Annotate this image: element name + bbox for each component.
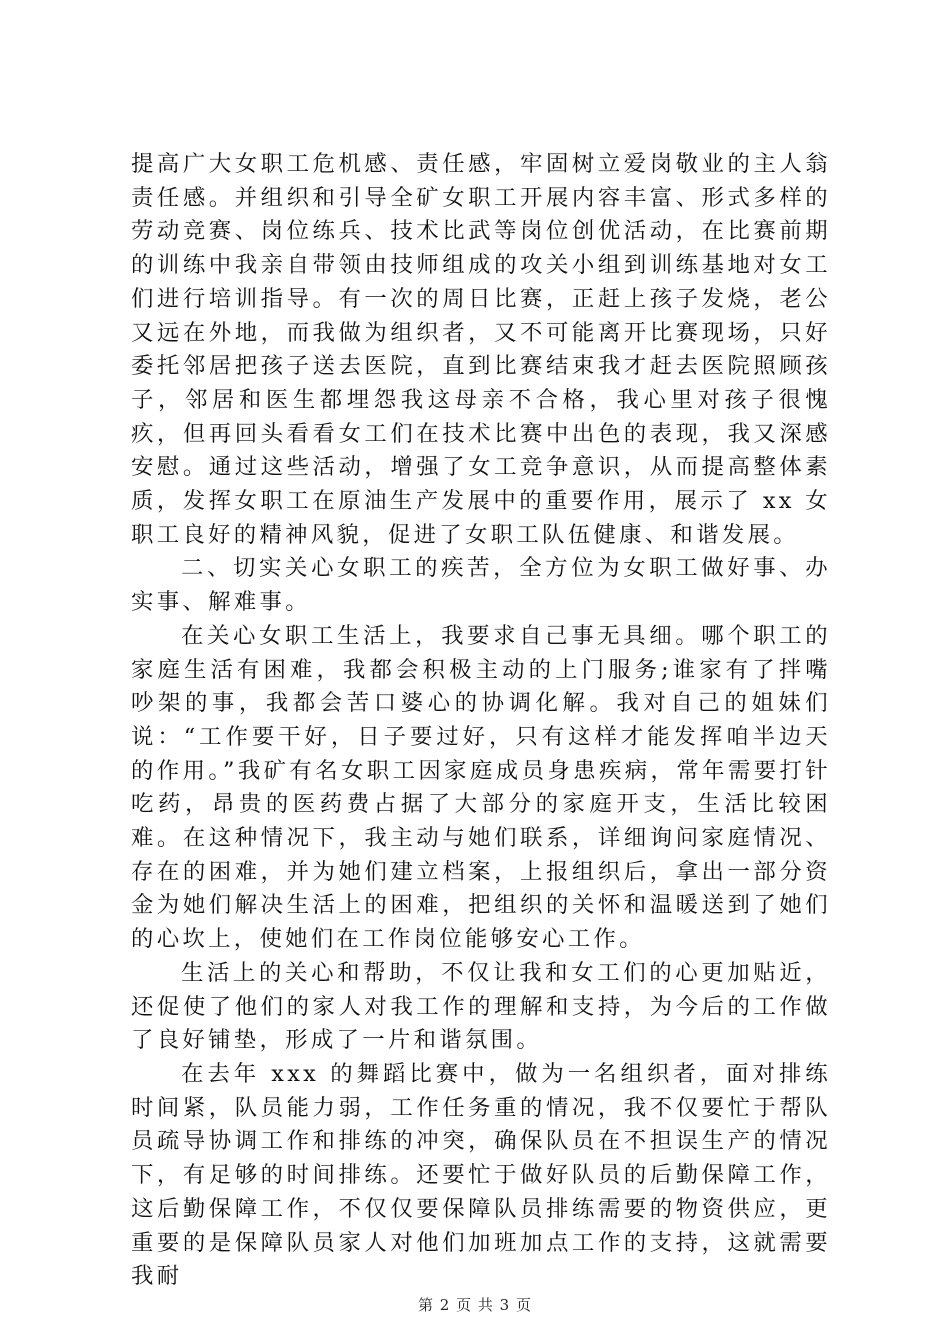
paragraph-4: 生活上的关心和帮助，不仅让我和女工们的心更加贴近，还促使了他们的家人对我工作的理解和支持，为今后的工作做了良好铺垫，形成了一片和谐氛围。 (131, 959, 831, 1054)
paragraph-5: 在去年 xxx 的舞蹈比赛中，做为一名组织者，面对排练时间紧，队员能力弱，工作任务重的情况，我不仅要忙于帮队员疏导协调工作和排练的冲突，确保队员在不担误生产的情况下，有足够的时间排练。还要忙于做好队员的后勤保障工作，这后勤保障工作，不仅仅要保障队员排练需要的物资供应，更重要的是保障队员家人对他们加班加点工作的支持，这就需要我耐 (131, 1060, 831, 1290)
document-body (131, 148, 831, 1294)
paragraph-1: 提高广大女职工危机感、责任感，牢固树立爱岗敬业的主人翁责任感。并组织和引导全矿女职工开展内容丰富、形式多样的劳动竞赛、岗位练兵、技术比武等岗位创优活动，在比赛前期的训练中我亲自带领由技师组成的攻关小组到训练基地对女工们进行培训指导。有一次的周日比赛，正赶上孩子发烧，老公又远在外地，而我做为组织者，又不可能离开比赛现场，只好委托邻居把孩子送去医院，直到比赛结束我才赶去医院照顾孩子，邻居和医生都埋怨我这母亲不合格，我心里对孩子很愧疚，但再回头看看女工们在技术比赛中出色的表现，我又深感安慰。通过这些活动，增强了女工竞争意识，从而提高整体素质，发挥女职工在原油生产发展中的重要作用，展示了 xx 女职工良好的精神风貌，促进了女职工队伍健康、和谐发展。 (131, 151, 831, 548)
paragraph-3: 在关心女职工生活上，我要求自己事无具细。哪个职工的家庭生活有困难，我都会积极主动的上门服务;谁家有了拌嘴吵架的事，我都会苦口婆心的协调化解。我对自己的姐妹们说：“工作要干好，日子要过好，只有这样才能发挥咱半边天的作用。”我矿有名女职工因家庭成员身患疾病，常年需要打针吃药，昂贵的医药费占据了大部分的家庭开支，生活比较困难。在这种情况下，我主动与她们联系，详细询问家庭情况、存在的困难，并为她们建立档案，上报组织后，拿出一部分资金为她们解决生活上的困难，把组织的关怀和温暖送到了她们的心坎上，使她们在工作岗位能够安心工作。 (131, 622, 831, 953)
paragraph-2-heading: 二、切实关心女职工的疾苦，全方位为女职工做好事、办实事、解难事。 (131, 555, 831, 616)
page-number-label: 第 2 页 共 3 页 (418, 1296, 532, 1314)
page-footer (0, 1294, 950, 1315)
